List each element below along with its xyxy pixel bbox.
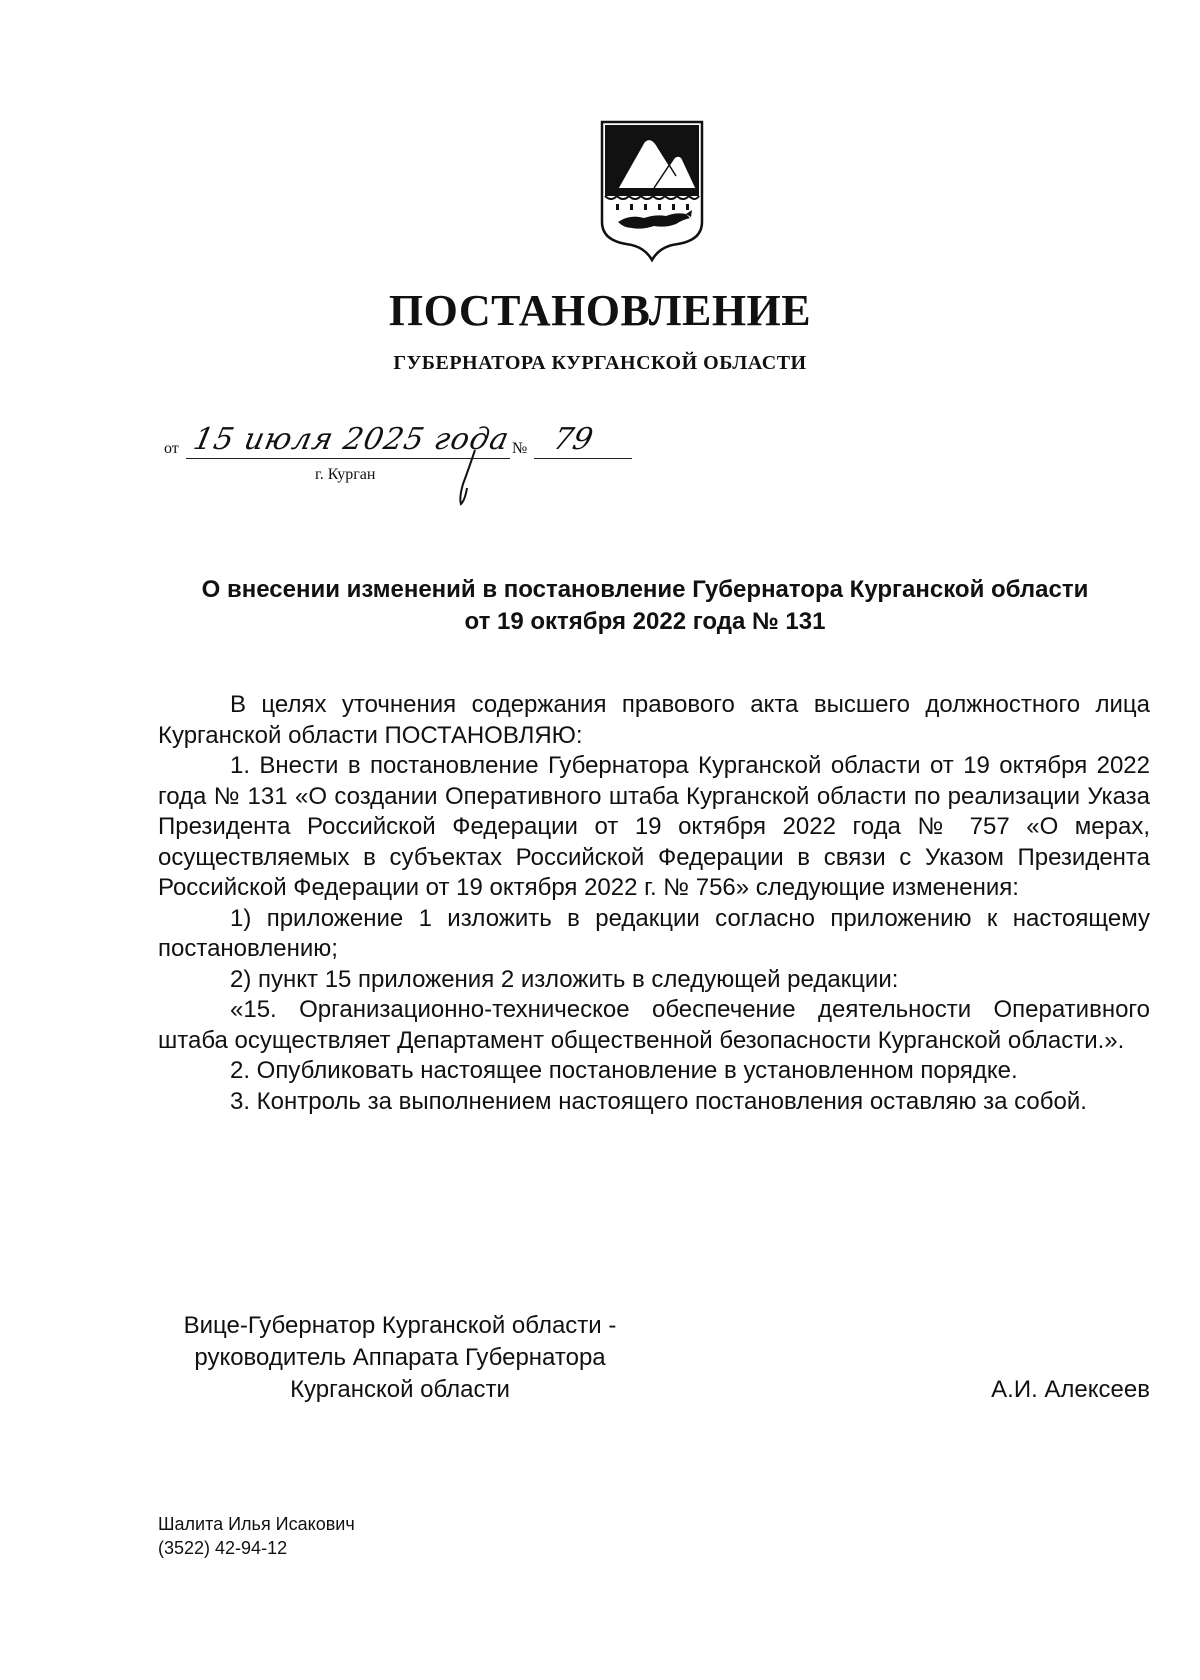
position-line-1: Вице-Губернатор Курганской области - [183,1312,617,1339]
document-body [158,690,1150,1117]
issuing-authority: ГУБЕРНАТОРА КУРГАНСКОЙ ОБЛАСТИ [393,352,807,374]
number-underline [534,458,632,459]
pen-stroke-icon [449,448,489,508]
body-paragraph: 3. Контроль за выполнением настоящего постановления оставляю за собой. [230,1087,1087,1115]
coat-of-arms-icon [596,118,708,266]
handwritten-date: 15 июля 2025 года [190,422,513,457]
executor-contact [158,1512,355,1560]
position-line-2: руководитель Аппарата Губернатора [194,1344,606,1371]
document-title [150,574,1140,638]
from-label: от [164,440,179,457]
body-paragraph: 2. Опубликовать настоящее постановление в установленном порядке. [230,1057,1018,1084]
number-label: № [512,440,528,457]
body-paragraph: 2) пункт 15 приложения 2 изложить в следующей редакции: [230,965,899,993]
signer-name: А.И. Алексеев [991,1376,1150,1403]
city-label: г. Курган [315,466,376,483]
document-type-heading: ПОСТАНОВЛЕНИЕ [388,286,812,335]
body-paragraph: «15. Организационно-техническое обеспечение деятельности Оперативного штаба осуществляет Департамент общественной безопасности Курганской области.». [158,996,1150,1054]
executor-phone: (3522) 42-94-12 [158,1538,288,1558]
position-line-3: Курганской области [290,1376,510,1403]
title-line-1: О внесении изменений в постановление Губернатора Курганской области [201,576,1089,603]
date-number-line [164,422,664,508]
body-paragraph: 1. Внести в постановление Губернатора Курганской области от 19 октября 2022 года № 131 «О создании Оперативного штаба Курганской области по реализации Указа Президента Российской Федерации от 19 октября 2022 года № 757 «О мерах, осуществляемых в субъектах Российской Федерации в связи с Указом Президента Российской Федерации от 19 октября 2022 г. № 756» следующие изменения: [158,752,1150,901]
executor-name: Шалита Илья Исакович [158,1514,355,1534]
body-paragraph: В целях уточнения содержания правового акта высшего должностного лица Курганской области ПОСТАНОВЛЯЮ: [158,691,1150,749]
signer-position [150,1310,650,1406]
body-paragraph: 1) приложение 1 изложить в редакции согласно приложению к настоящему постановлению; [158,904,1150,962]
handwritten-number: 79 [550,422,596,457]
title-line-2: от 19 октября 2022 года № 131 [464,608,826,635]
